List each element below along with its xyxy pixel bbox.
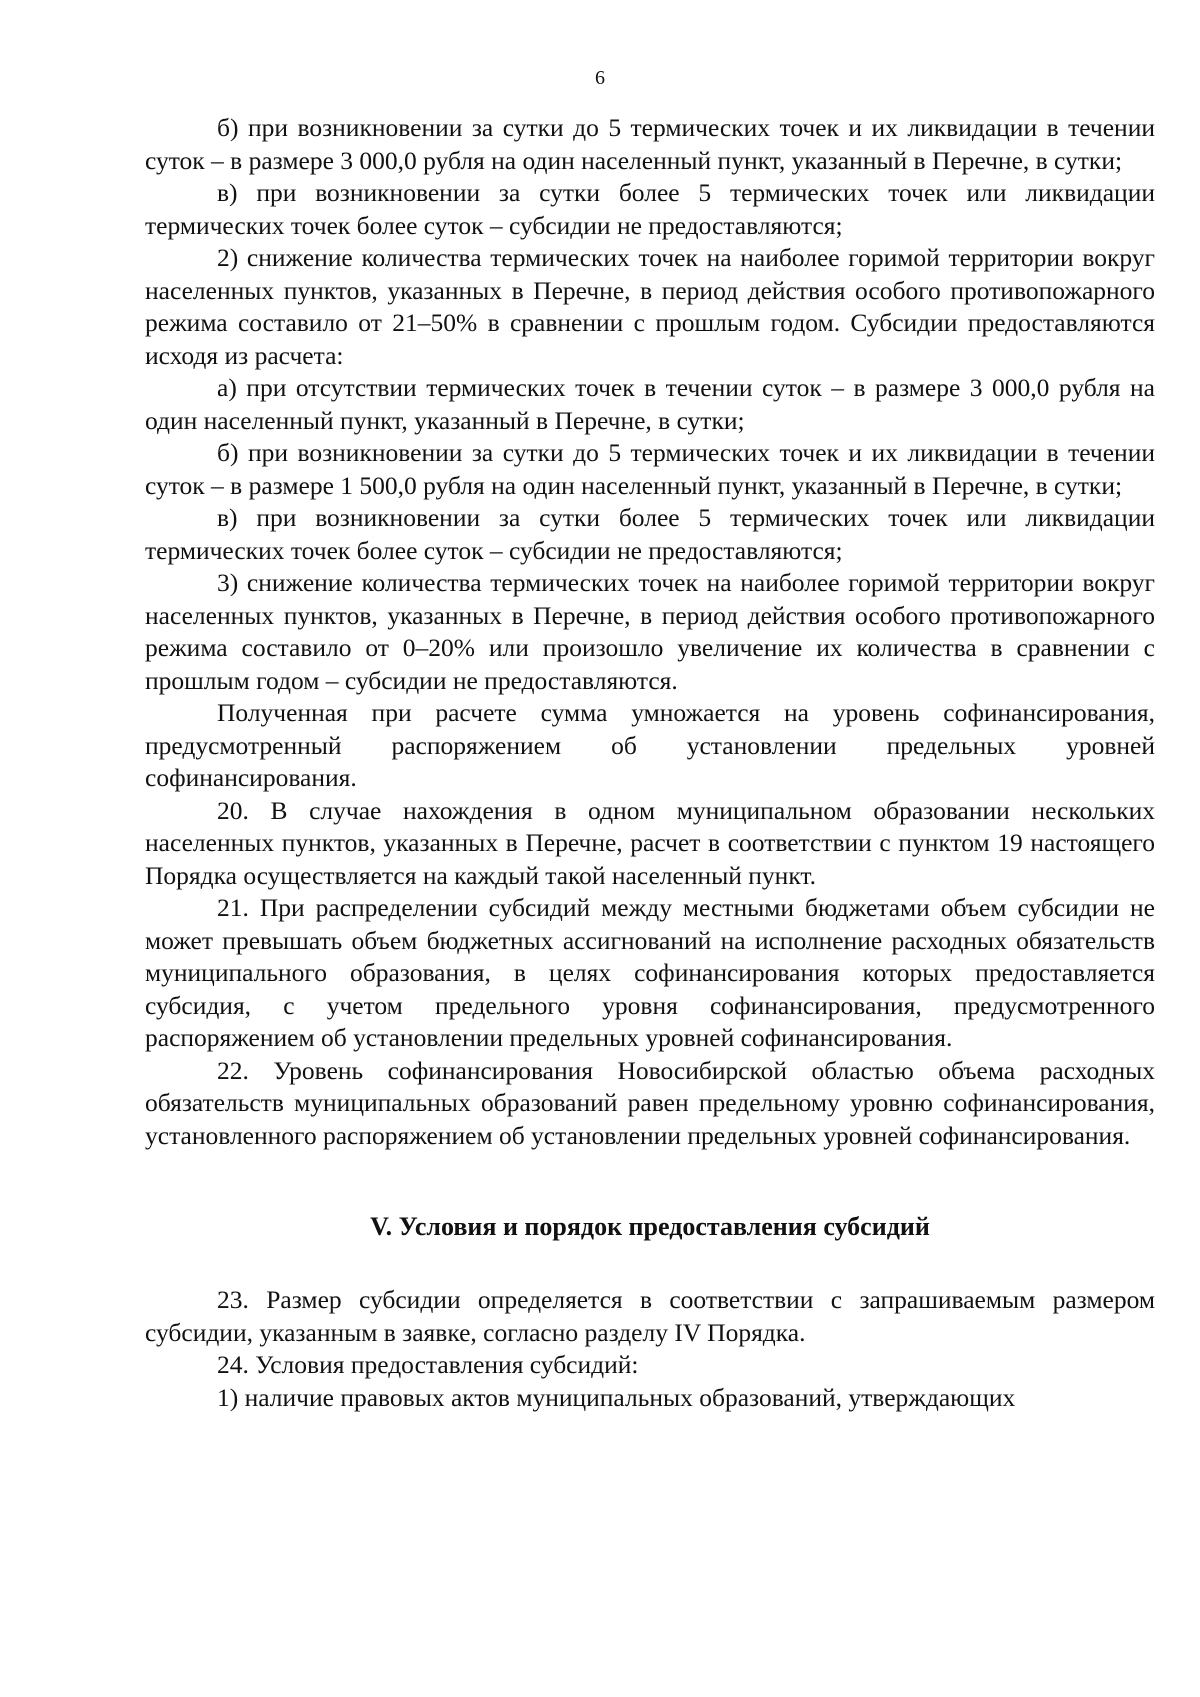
paragraph-item-v-no-subsidy-2: в) при возникновении за сутки более 5 термических точек или ликвидации термических точек более суток – субсидии не предоставляются; [145, 503, 1155, 565]
paragraph-item-v-no-subsidy: в) при возникновении за сутки более 5 термических точек или ликвидации термических точек более суток – субсидии не предоставляются; [145, 178, 1155, 240]
paragraph-item-2-reduction-21-50: 2) снижение количества термических точек на наиболее горимой территории вокруг населенных пунктов, указанных в Перечне, в период действия особого противопожарного режима составило от 21–50% в сравнении с прошлым годом. Субсидии предоставляются исходя из расчета: [145, 243, 1155, 370]
paragraph-clause-24-item-1: 1) наличие правовых актов муниципальных образований, утверждающих [217, 1382, 1016, 1412]
paragraph-item-b-1500: б) при возникновении за сутки до 5 термических точек и их ликвидации в течении суток – в размере 1 500,0 рубля на один населенный пункт, указанный в Перечне, в сутки; [145, 438, 1155, 500]
paragraph-clause-24: 24. Условия предоставления субсидий: [217, 1350, 639, 1379]
section-heading: V. Условия и порядок предоставления субсидий [370, 1212, 930, 1241]
page-number: 6 [595, 67, 605, 89]
paragraph-item-b-3000: б) при возникновении за сутки до 5 термических точек и их ликвидации в течении суток – в размере 3 000,0 рубля на один населенный пункт, указанный в Перечне, в сутки; [145, 113, 1155, 175]
paragraph-cofinancing-multiplier: Полученная при расчете сумма умножается на уровень софинансирования, предусмотренный распоряжением об установлении предельных уровней софинансирования. [145, 698, 1155, 792]
paragraph-clause-22: 22. Уровень софинансирования Новосибирской областью объема расходных обязательств муниципальных образований равен предельному уровню софинансирования, установленного распоряжением об установлении предельных уровней софинансирования. [145, 1055, 1155, 1150]
document-body [145, 112, 1155, 1414]
paragraph-clause-20: 20. В случае нахождения в одном муниципальном образовании нескольких населенных пунктов, указанных в Перечне, расчет в соответствии с пунктом 19 настоящего Порядка осуществляется на каждый такой населенный пункт. [145, 795, 1155, 890]
paragraph-item-3-reduction-0-20: 3) снижение количества термических точек на наиболее горимой территории вокруг населенных пунктов, указанных в Перечне, в период действия особого противопожарного режима составило от 0–20% или произошло увеличение их количества в сравнении с прошлым годом – субсидии не предоставляются. [145, 568, 1155, 695]
paragraph-clause-21: 21. При распределении субсидий между местными бюджетами объем субсидии не может превышать объем бюджетных ассигнований на исполнение расходных обязательств муниципального образования, в целях софинансирования которых предоставляется субсидия, с учетом предельного уровня софинансирования, предусмотренного распоряжением об установлении предельных уровней софинансирования. [145, 893, 1155, 1052]
paragraph-item-a-3000: а) при отсутствии термических точек в течении суток – в размере 3 000,0 рубля на один населенный пункт, указанный в Перечне, в сутки; [145, 373, 1155, 435]
paragraph-clause-23: 23. Размер субсидии определяется в соответствии с запрашиваемым размером субсидии, указанным в заявке, согласно разделу IV Порядка. [145, 1285, 1155, 1347]
